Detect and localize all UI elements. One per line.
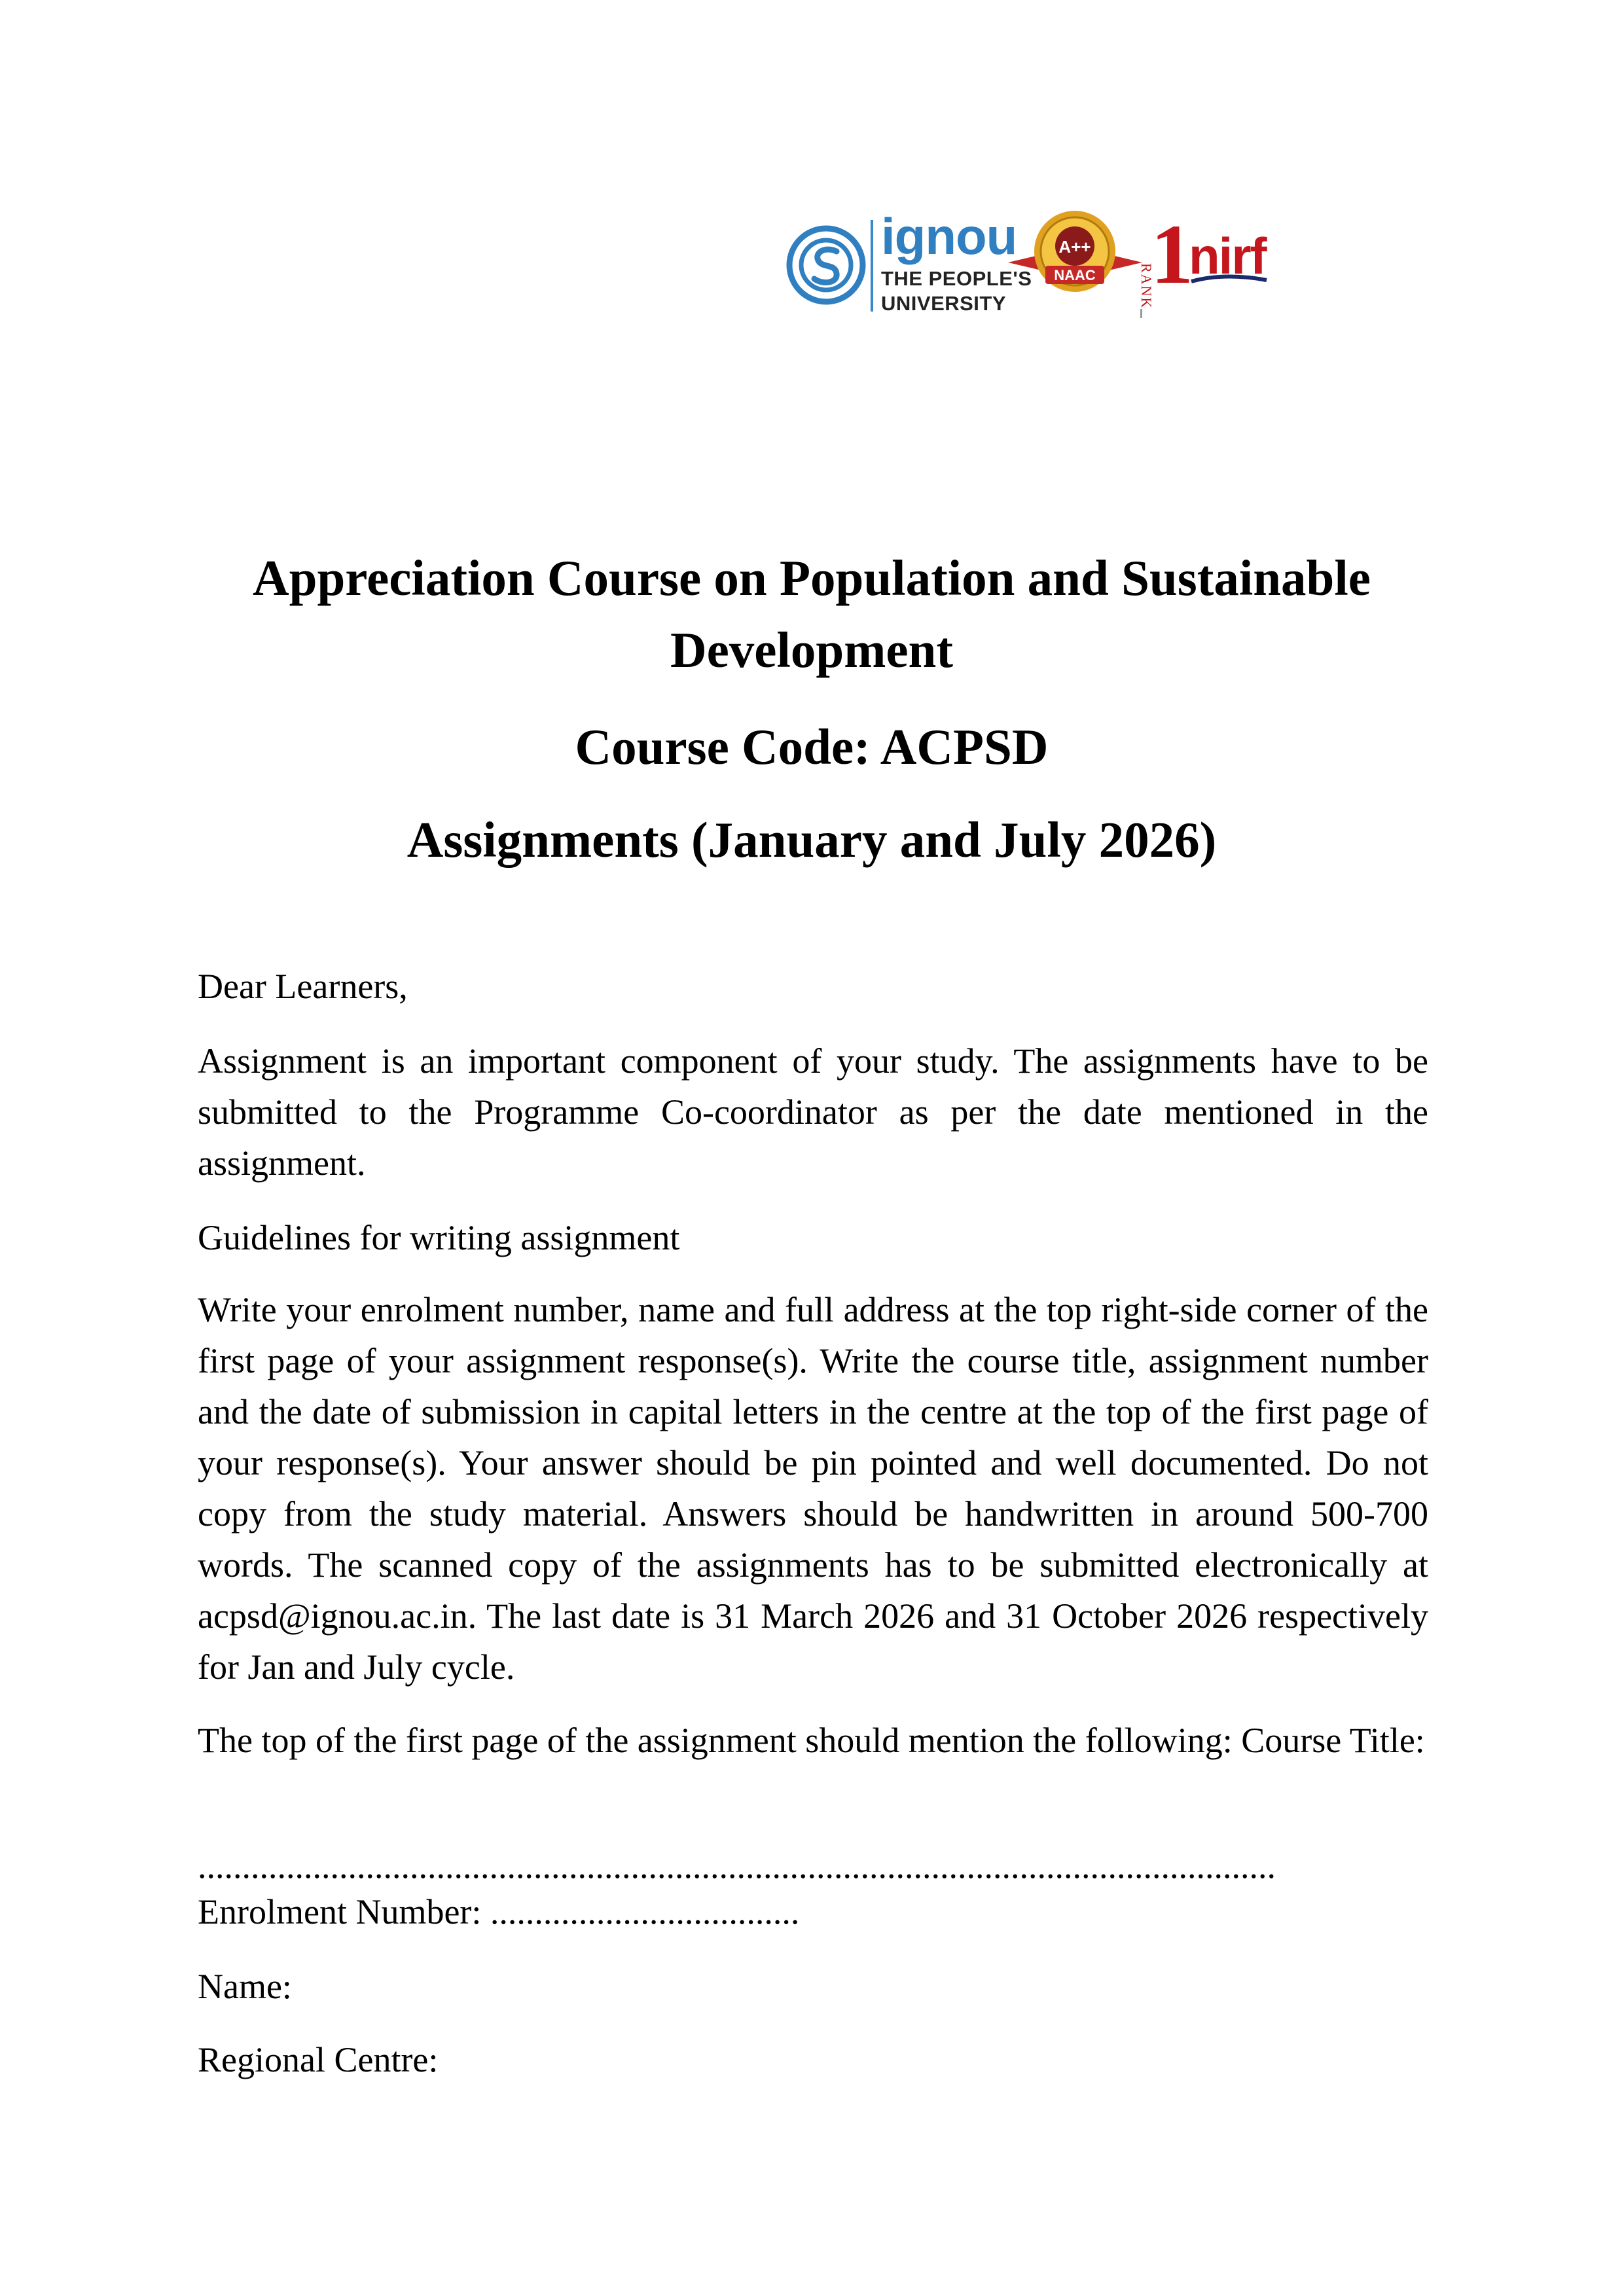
regional-centre-label: Regional Centre:	[198, 2040, 439, 2079]
naac-badge-icon	[1005, 200, 1146, 308]
guidelines-paragraph: Write your enrolment number, name and full address at the top right-side corner of the first page of your assignment response(s). Write the course title, assignment number and the date of submission in capital letters in the centre at the top of the first page of your response(s). Your answer should be pin pointed and well documented. Do not copy from the study material. Answers should be handwritten in around 500-700 words. The scanned copy of the assignments has to be submitted electronically at acpsd@ignou.ac.in. The last date is 31 March 2026 and 31 October 2026 respectively for Jan and July cycle.	[198, 1290, 1428, 1687]
course-title: Appreciation Course on Population and Sustainable Development	[253, 550, 1371, 678]
course-title-blank: ..........................................................................................................................	[198, 1846, 1276, 1886]
guidelines-heading: Guidelines for writing assignment	[198, 1218, 680, 1257]
ignou-wordmark: ignou	[881, 207, 1017, 265]
logo-strip	[785, 196, 1283, 334]
nirf-rank-text: RANK	[1138, 263, 1155, 310]
ignou-divider	[871, 220, 873, 312]
ignou-emblem-icon	[785, 223, 867, 308]
ignou-tagline-2: UNIVERSITY	[881, 292, 1007, 315]
assignment-session: Assignments (January and July 2026)	[406, 812, 1217, 868]
nirf-wordmark: nirf	[1189, 227, 1266, 285]
nirf-rank-number: 1	[1151, 207, 1193, 302]
nirf-rank-logo-icon	[1132, 204, 1276, 335]
course-code: Course Code: ACPSD	[575, 719, 1049, 775]
naac-label-text: NAAC	[1054, 267, 1096, 283]
ignou-tagline-1: THE PEOPLE'S	[881, 267, 1032, 290]
salutation: Dear Learners,	[198, 967, 408, 1006]
intro-paragraph: Assignment is an important component of your study. The assignments have to be submitted to the Programme Co-coordinator as per the date mentioned in the assignment.	[198, 1041, 1428, 1183]
naac-grade-text: A++	[1058, 237, 1091, 257]
enrolment-number-label: Enrolment Number: ...................................	[198, 1892, 800, 1931]
name-label: Name:	[198, 1967, 292, 2006]
first-page-note: The top of the first page of the assignment should mention the following: Course Title:	[198, 1721, 1425, 1760]
